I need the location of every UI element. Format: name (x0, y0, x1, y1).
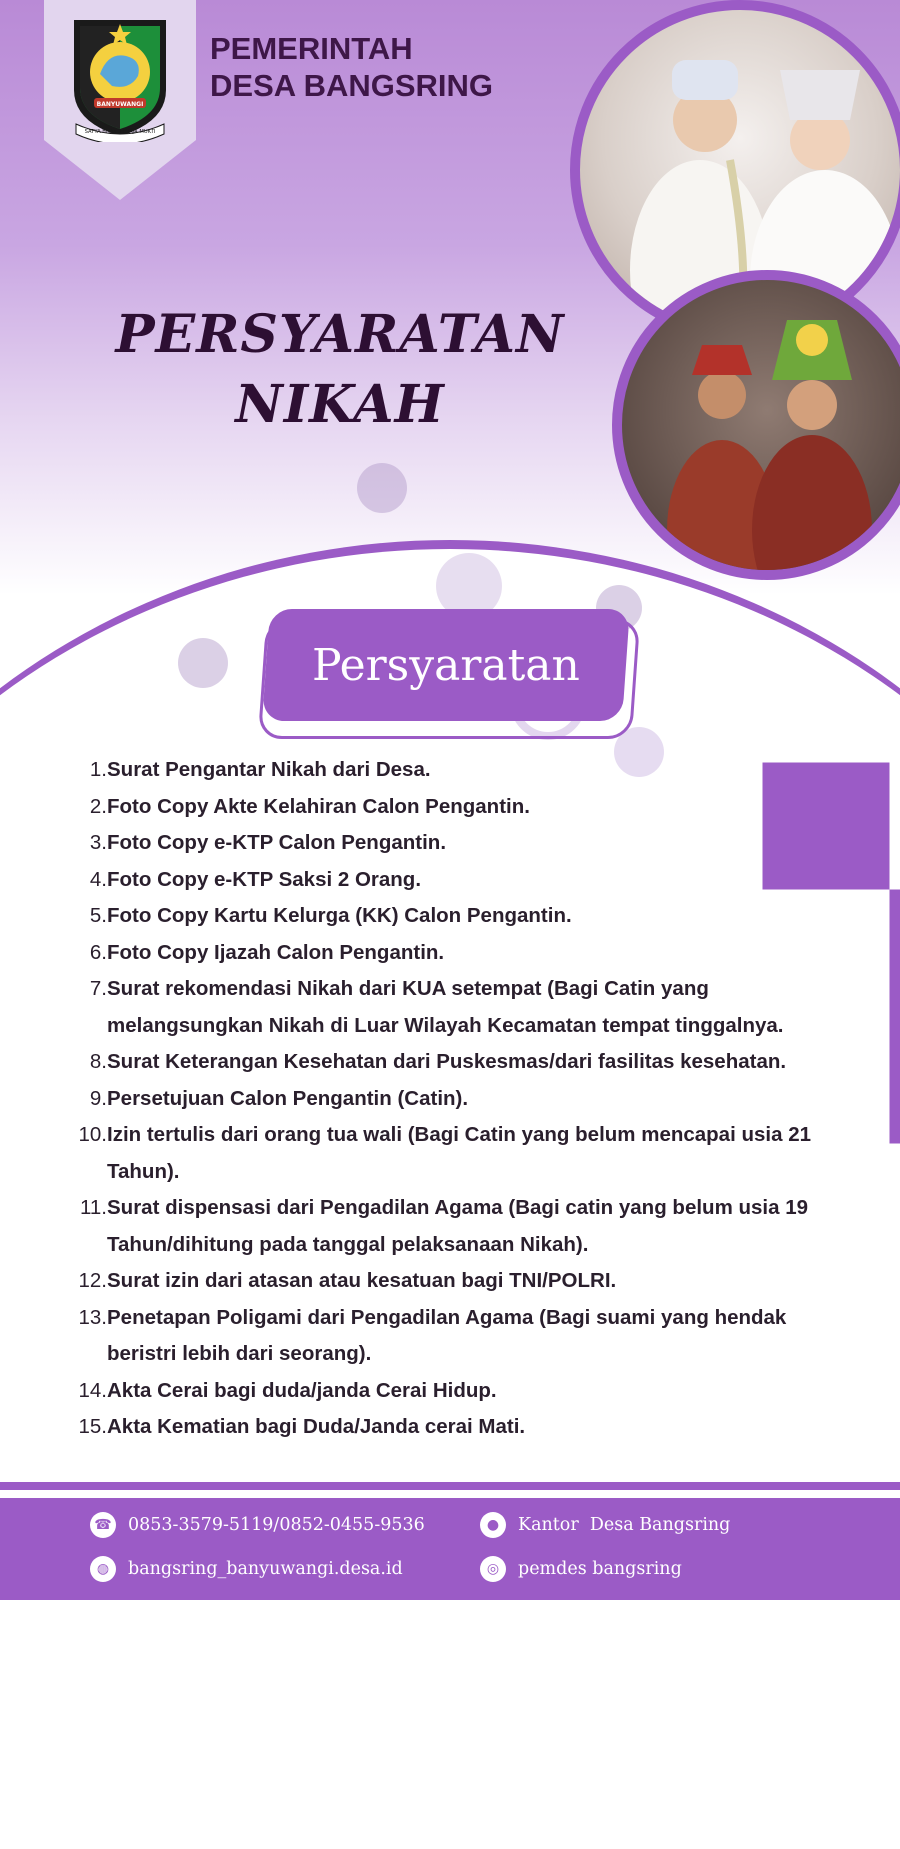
traditional-couple-illustration-icon (622, 280, 900, 570)
section-label-badge (262, 609, 630, 721)
decor-bubble (178, 638, 228, 688)
address-text: Kantor Desa Bangsring (518, 1515, 731, 1535)
gov-line-2: DESA BANGSRING (210, 68, 494, 103)
requirement-number: 12. (78, 1269, 107, 1292)
logo-name: BANYUWANGI (96, 101, 144, 108)
page-title (60, 300, 620, 440)
requirement-item (70, 825, 860, 862)
requirement-text: Akta Cerai bagi duda/janda Cerai Hidup. (107, 1378, 497, 1402)
instagram-text[interactable]: pemdes bangsring (518, 1559, 682, 1579)
requirement-number: 4. (89, 867, 107, 891)
requirement-text: Foto Copy Kartu Kelurga (KK) Calon Pengantin. (107, 904, 572, 927)
requirement-text: Foto Copy Ijazah Calon Pengantin. (107, 940, 445, 964)
requirement-text: Izin tertulis dari orang tua wali (Bagi Catin yang belum mencapai usia 21 Tahun). (107, 1123, 811, 1183)
instagram-icon: ◎ (480, 1556, 506, 1582)
requirement-number: 7. (89, 977, 107, 1000)
government-heading (210, 30, 493, 104)
footer-address (480, 1512, 730, 1538)
requirement-item (70, 1081, 860, 1118)
requirement-text: Foto Copy Akte Kelahiran Calon Pengantin. (107, 794, 530, 818)
requirement-text: Surat izin dari atasan atau kesatuan bagi TNI/POLRI. (107, 1269, 617, 1292)
footer-website[interactable] (90, 1556, 403, 1582)
logo-motto: SATYA BHAKTI PRAJA MUKTI (84, 129, 156, 135)
requirement-number: 8. (89, 1050, 107, 1073)
requirement-number: 5. (89, 904, 107, 927)
requirement-number: 2. (89, 794, 107, 818)
requirement-item (70, 935, 860, 972)
title-line-2: NIKAH (235, 374, 445, 435)
requirement-item (70, 1409, 860, 1446)
requirement-number: 3. (89, 831, 107, 854)
requirement-item (70, 1044, 860, 1081)
requirement-item (70, 1117, 860, 1190)
requirement-text: Surat Pengantar Nikah dari Desa. (107, 758, 431, 781)
requirement-number: 11. (80, 1196, 107, 1219)
requirement-number: 1. (89, 758, 107, 781)
phone-text: 0853-3579-5119/0852-0455-9536 (128, 1515, 425, 1535)
requirement-text: Akta Kematian bagi Duda/Janda cerai Mati. (107, 1415, 526, 1438)
requirement-number: 10. (78, 1123, 107, 1146)
requirement-item (70, 1300, 860, 1373)
phone-icon: ☎ (90, 1512, 116, 1538)
requirement-text: Surat rekomendasi Nikah dari KUA setempat (Bagi Catin yang melangsungkan Nikah di Luar Wilayah Kecamatan tempat tinggalnya. (107, 977, 784, 1037)
section-label-text: Persyaratan (312, 639, 580, 691)
footer-bar (0, 1498, 900, 1600)
decor-bubble (357, 463, 407, 513)
requirement-item (70, 1373, 860, 1410)
requirement-text: Surat Keterangan Kesehatan dari Puskesmas/dari fasilitas kesehatan. (107, 1050, 787, 1073)
website-text[interactable]: bangsring_banyuwangi.desa.id (128, 1559, 403, 1579)
requirement-number: 6. (89, 940, 107, 964)
requirement-item (70, 862, 860, 899)
title-line-1: PERSYARATAN (115, 304, 565, 365)
requirement-text: Surat dispensasi dari Pengadilan Agama (Bagi catin yang belum usia 19 Tahun/dihitung pada tanggal pelaksanaan Nikah). (107, 1196, 809, 1256)
requirement-text: Persetujuan Calon Pengantin (Catin). (107, 1086, 469, 1110)
requirement-item (70, 752, 860, 789)
requirement-number: 14. (78, 1378, 107, 1402)
requirement-text: Foto Copy e-KTP Calon Pengantin. (107, 831, 447, 854)
requirement-item (70, 1190, 860, 1263)
requirement-item (70, 1263, 860, 1300)
footer-instagram[interactable] (480, 1556, 682, 1582)
footer-phone (90, 1512, 425, 1538)
requirement-item (70, 789, 860, 826)
requirement-number: 13. (78, 1305, 107, 1329)
requirement-text: Penetapan Poligami dari Pengadilan Agama (Bagi suami yang hendak beristri lebih dari seorang). (107, 1305, 787, 1365)
globe-icon: ◍ (90, 1556, 116, 1582)
requirement-number: 9. (89, 1086, 107, 1110)
requirement-item (70, 971, 860, 1044)
gov-line-1: PEMERINTAH (210, 31, 413, 66)
footer-divider (0, 1482, 900, 1490)
requirements-list (70, 752, 860, 1446)
banyuwangi-logo-icon (68, 12, 172, 142)
location-pin-icon: ● (480, 1512, 506, 1538)
requirement-item (70, 898, 860, 935)
requirement-number: 15. (78, 1415, 107, 1438)
requirement-text: Foto Copy e-KTP Saksi 2 Orang. (107, 867, 422, 891)
